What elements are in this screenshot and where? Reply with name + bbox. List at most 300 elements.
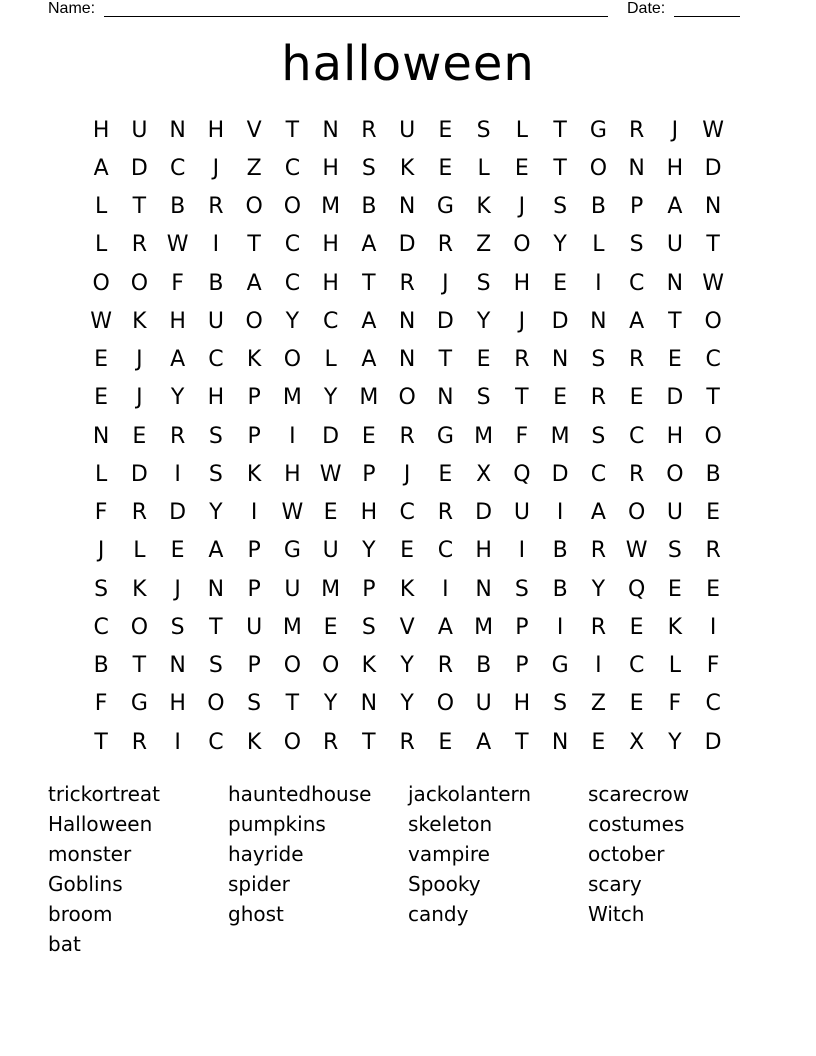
grid-letter[interactable]: B: [552, 576, 568, 602]
grid-letter[interactable]: C: [322, 308, 339, 334]
grid-letter[interactable]: W: [166, 232, 189, 258]
grid-letter[interactable]: W: [625, 538, 648, 564]
grid-letter[interactable]: L: [592, 232, 605, 258]
grid-letter[interactable]: U: [246, 614, 263, 640]
grid-letter[interactable]: E: [476, 347, 491, 373]
grid-letter[interactable]: M: [474, 423, 494, 449]
grid-letter[interactable]: K: [132, 576, 147, 602]
grid-letter[interactable]: N: [704, 194, 722, 220]
grid-letter[interactable]: K: [246, 729, 262, 755]
grid-letter[interactable]: K: [399, 155, 415, 181]
grid-letter[interactable]: C: [590, 461, 607, 487]
grid-letter[interactable]: A: [93, 155, 109, 181]
grid-letter[interactable]: O: [589, 155, 608, 181]
grid-letter[interactable]: T: [362, 270, 376, 296]
grid-letter[interactable]: V: [399, 614, 415, 640]
word-list-item: october: [588, 842, 665, 866]
grid-letter[interactable]: M: [321, 194, 341, 220]
grid-letter[interactable]: S: [361, 614, 376, 640]
grid-letter[interactable]: T: [553, 155, 567, 181]
grid-letter[interactable]: J: [518, 194, 526, 220]
grid-letter[interactable]: I: [709, 614, 717, 640]
grid-letter[interactable]: Y: [400, 653, 414, 679]
grid-letter[interactable]: E: [667, 347, 682, 373]
grid-letter[interactable]: G: [436, 194, 454, 220]
grid-letter[interactable]: R: [628, 117, 645, 143]
grid-letter[interactable]: T: [515, 385, 529, 411]
grid-letter[interactable]: H: [666, 155, 684, 181]
grid-letter[interactable]: D: [398, 232, 416, 258]
grid-letter[interactable]: E: [400, 538, 415, 564]
grid-letter[interactable]: C: [705, 691, 721, 717]
grid-letter[interactable]: B: [552, 538, 568, 564]
grid-letter[interactable]: R: [590, 614, 607, 640]
grid-letter[interactable]: F: [515, 423, 529, 449]
grid-letter[interactable]: C: [208, 729, 224, 755]
grid-letter[interactable]: K: [132, 308, 147, 334]
grid-letter[interactable]: O: [130, 270, 149, 296]
grid-letter[interactable]: C: [628, 423, 645, 449]
grid-letter[interactable]: H: [284, 461, 301, 487]
grid-letter[interactable]: Y: [476, 308, 491, 334]
grid-letter[interactable]: K: [246, 461, 262, 487]
grid-letter[interactable]: R: [628, 347, 645, 373]
grid-letter[interactable]: J: [97, 538, 105, 564]
grid-letter[interactable]: P: [247, 385, 261, 411]
grid-letter[interactable]: Y: [553, 232, 567, 258]
grid-letter[interactable]: T: [706, 385, 720, 411]
grid-letter[interactable]: N: [398, 194, 416, 220]
grid-letter[interactable]: S: [208, 653, 223, 679]
grid-letter[interactable]: E: [629, 614, 644, 640]
grid-letter[interactable]: W: [90, 308, 112, 334]
grid-letter[interactable]: Y: [400, 691, 414, 717]
grid-letter[interactable]: R: [437, 500, 454, 526]
grid-letter[interactable]: E: [591, 729, 606, 755]
grid-letter[interactable]: E: [629, 691, 644, 717]
grid-letter[interactable]: E: [94, 385, 109, 411]
grid-letter[interactable]: R: [361, 117, 377, 143]
grid-letter[interactable]: A: [590, 500, 606, 526]
grid-letter[interactable]: Q: [627, 576, 646, 602]
grid-letter[interactable]: I: [556, 614, 564, 640]
grid-letter[interactable]: S: [476, 385, 491, 411]
grid-letter[interactable]: H: [207, 117, 225, 143]
grid-letter[interactable]: C: [284, 270, 301, 296]
grid-letter[interactable]: G: [436, 423, 454, 449]
grid-letter[interactable]: E: [629, 385, 644, 411]
grid-letter[interactable]: U: [666, 232, 683, 258]
grid-letter[interactable]: F: [171, 270, 184, 296]
grid-letter[interactable]: O: [283, 729, 302, 755]
name-label: Name:: [48, 0, 96, 17]
grid-letter[interactable]: K: [361, 653, 377, 679]
grid-letter[interactable]: E: [667, 576, 682, 602]
grid-letter[interactable]: H: [322, 232, 339, 258]
grid-letter[interactable]: N: [398, 308, 416, 334]
grid-letter[interactable]: R: [590, 538, 607, 564]
grid-letter[interactable]: U: [475, 691, 492, 717]
grid-letter[interactable]: Z: [476, 232, 492, 258]
grid-letter[interactable]: A: [208, 538, 224, 564]
grid-letter[interactable]: E: [553, 385, 568, 411]
grid-letter[interactable]: H: [322, 155, 339, 181]
grid-letter[interactable]: J: [518, 308, 526, 334]
grid-letter[interactable]: E: [438, 117, 453, 143]
grid-letter[interactable]: O: [283, 347, 302, 373]
grid-letter[interactable]: G: [551, 653, 569, 679]
grid-letter[interactable]: O: [666, 461, 684, 487]
grid-letter[interactable]: D: [704, 729, 722, 755]
grid-letter[interactable]: A: [361, 232, 377, 258]
grid-letter[interactable]: D: [436, 308, 454, 334]
grid-letter[interactable]: E: [514, 155, 529, 181]
grid-letter[interactable]: V: [246, 117, 262, 143]
grid-letter[interactable]: T: [132, 194, 147, 220]
grid-letter[interactable]: N: [169, 117, 186, 143]
grid-letter[interactable]: R: [131, 232, 148, 258]
grid-letter[interactable]: C: [628, 270, 645, 296]
grid-letter[interactable]: E: [553, 270, 568, 296]
grid-letter[interactable]: E: [438, 461, 453, 487]
grid-letter[interactable]: U: [131, 117, 148, 143]
grid-letter[interactable]: L: [668, 653, 681, 679]
grid-letter[interactable]: B: [590, 194, 606, 220]
grid-letter[interactable]: I: [174, 729, 181, 755]
grid-letter[interactable]: E: [132, 423, 147, 449]
grid-letter[interactable]: E: [323, 614, 338, 640]
grid-letter[interactable]: Q: [513, 461, 531, 487]
grid-letter[interactable]: T: [362, 729, 376, 755]
grid-letter[interactable]: K: [246, 347, 262, 373]
grid-letter[interactable]: P: [247, 576, 261, 602]
grid-letter[interactable]: P: [247, 653, 261, 679]
grid-letter[interactable]: W: [319, 461, 342, 487]
grid-letter[interactable]: M: [474, 614, 494, 640]
grid-letter[interactable]: F: [94, 691, 108, 717]
grid-letter[interactable]: H: [92, 117, 110, 143]
grid-letter[interactable]: J: [136, 347, 143, 373]
grid-letter[interactable]: N: [322, 117, 339, 143]
grid-letter[interactable]: P: [515, 614, 529, 640]
grid-letter[interactable]: H: [513, 270, 531, 296]
grid-letter[interactable]: O: [436, 691, 455, 717]
grid-letter[interactable]: O: [704, 423, 722, 449]
grid-letter[interactable]: H: [169, 691, 186, 717]
grid-letter[interactable]: E: [438, 155, 453, 181]
grid-letter[interactable]: S: [247, 691, 262, 717]
grid-letter[interactable]: S: [553, 194, 568, 220]
grid-letter[interactable]: U: [666, 500, 683, 526]
grid-letter[interactable]: J: [174, 576, 181, 602]
grid-letter[interactable]: M: [359, 385, 379, 411]
grid-letter[interactable]: E: [706, 500, 721, 526]
grid-letter[interactable]: N: [628, 155, 645, 181]
grid-letter[interactable]: A: [246, 270, 262, 296]
grid-letter[interactable]: K: [476, 194, 491, 220]
grid-letter[interactable]: Y: [323, 691, 338, 717]
grid-letter[interactable]: O: [245, 308, 263, 334]
grid-letter[interactable]: C: [93, 614, 109, 640]
grid-letter[interactable]: W: [702, 270, 724, 296]
grid-letter[interactable]: D: [551, 308, 569, 334]
grid-letter[interactable]: R: [399, 729, 415, 755]
date-blank-line[interactable]: [674, 16, 740, 17]
grid-letter[interactable]: P: [629, 194, 644, 220]
grid-letter[interactable]: F: [706, 653, 720, 679]
grid-letter[interactable]: T: [668, 308, 682, 334]
grid-letter[interactable]: H: [207, 385, 225, 411]
grid-letter[interactable]: H: [666, 423, 684, 449]
grid-letter[interactable]: N: [398, 347, 416, 373]
grid-letter[interactable]: S: [170, 614, 185, 640]
grid-letter[interactable]: T: [706, 232, 720, 258]
grid-letter[interactable]: O: [92, 270, 110, 296]
grid-letter[interactable]: C: [399, 500, 415, 526]
grid-letter[interactable]: D: [551, 461, 569, 487]
grid-letter[interactable]: Y: [591, 576, 606, 602]
grid-letter[interactable]: J: [212, 155, 220, 181]
grid-letter[interactable]: R: [437, 232, 454, 258]
grid-letter[interactable]: C: [169, 155, 186, 181]
grid-letter[interactable]: N: [437, 385, 454, 411]
grid-letter[interactable]: O: [398, 385, 416, 411]
grid-letter[interactable]: T: [209, 614, 223, 640]
grid-letter[interactable]: B: [705, 461, 721, 487]
grid-letter[interactable]: C: [284, 232, 301, 258]
name-blank-line[interactable]: [104, 16, 608, 17]
grid-letter[interactable]: T: [285, 117, 300, 143]
grid-letter[interactable]: K: [399, 576, 415, 602]
grid-letter[interactable]: S: [208, 423, 223, 449]
grid-letter[interactable]: G: [283, 538, 301, 564]
grid-letter[interactable]: A: [361, 308, 377, 334]
grid-letter[interactable]: R: [514, 347, 530, 373]
grid-letter[interactable]: C: [628, 653, 645, 679]
grid-letter[interactable]: R: [322, 729, 339, 755]
grid-letter[interactable]: T: [553, 117, 567, 143]
grid-letter[interactable]: O: [283, 653, 302, 679]
grid-letter[interactable]: E: [94, 347, 109, 373]
grid-letter[interactable]: L: [324, 347, 337, 373]
grid-letter[interactable]: H: [169, 308, 186, 334]
grid-letter[interactable]: O: [704, 308, 722, 334]
grid-letter[interactable]: R: [399, 423, 415, 449]
grid-letter[interactable]: K: [667, 614, 683, 640]
grid-letter[interactable]: S: [629, 232, 644, 258]
grid-letter[interactable]: M: [550, 423, 570, 449]
grid-letter[interactable]: J: [671, 117, 679, 143]
grid-letter[interactable]: I: [556, 500, 564, 526]
word-list-item: hayride: [228, 842, 304, 866]
grid-letter[interactable]: J: [403, 461, 411, 487]
grid-letter[interactable]: D: [322, 423, 340, 449]
grid-letter[interactable]: P: [362, 576, 376, 602]
grid-letter[interactable]: M: [321, 576, 341, 602]
grid-letter[interactable]: R: [131, 500, 148, 526]
grid-letter[interactable]: U: [207, 308, 224, 334]
grid-letter[interactable]: S: [361, 155, 376, 181]
grid-letter[interactable]: R: [208, 194, 224, 220]
grid-letter[interactable]: D: [169, 500, 187, 526]
grid-letter[interactable]: Z: [590, 691, 606, 717]
grid-letter[interactable]: R: [131, 729, 148, 755]
grid-letter[interactable]: J: [136, 385, 143, 411]
grid-letter[interactable]: O: [513, 232, 531, 258]
grid-letter[interactable]: W: [702, 117, 724, 143]
grid-letter[interactable]: U: [284, 576, 301, 602]
grid-letter[interactable]: N: [169, 653, 186, 679]
grid-letter[interactable]: B: [208, 270, 224, 296]
grid-letter[interactable]: P: [247, 423, 261, 449]
grid-letter[interactable]: I: [212, 232, 220, 258]
grid-letter[interactable]: J: [442, 270, 449, 296]
grid-letter[interactable]: T: [94, 729, 108, 755]
grid-letter[interactable]: I: [595, 270, 602, 296]
grid-letter[interactable]: L: [477, 155, 490, 181]
grid-letter[interactable]: T: [438, 347, 453, 373]
grid-letter[interactable]: P: [362, 461, 376, 487]
grid-letter[interactable]: S: [553, 691, 568, 717]
grid-letter[interactable]: U: [322, 538, 339, 564]
grid-letter[interactable]: A: [361, 347, 377, 373]
grid-letter[interactable]: R: [399, 270, 415, 296]
grid-letter[interactable]: N: [92, 423, 110, 449]
grid-letter[interactable]: N: [551, 347, 569, 373]
grid-letter[interactable]: T: [285, 691, 300, 717]
grid-letter[interactable]: X: [629, 729, 645, 755]
grid-letter[interactable]: L: [94, 461, 108, 487]
grid-letter[interactable]: A: [437, 614, 453, 640]
grid-letter[interactable]: Y: [323, 385, 338, 411]
grid-letter[interactable]: A: [667, 194, 683, 220]
grid-letter[interactable]: R: [628, 461, 645, 487]
grid-letter[interactable]: L: [133, 538, 146, 564]
grid-letter[interactable]: L: [94, 194, 108, 220]
grid-letter[interactable]: O: [130, 614, 149, 640]
grid-letter[interactable]: L: [515, 117, 528, 143]
grid-letter[interactable]: A: [629, 308, 645, 334]
grid-letter[interactable]: R: [437, 653, 454, 679]
grid-letter[interactable]: L: [94, 232, 108, 258]
grid-letter[interactable]: H: [475, 538, 492, 564]
grid-letter[interactable]: I: [595, 653, 602, 679]
grid-letter[interactable]: S: [208, 461, 223, 487]
grid-letter[interactable]: S: [476, 117, 491, 143]
grid-letter[interactable]: E: [170, 538, 185, 564]
grid-letter[interactable]: O: [207, 691, 225, 717]
grid-letter[interactable]: M: [282, 385, 302, 411]
grid-letter[interactable]: O: [245, 194, 263, 220]
grid-letter[interactable]: E: [361, 423, 376, 449]
grid-letter[interactable]: Y: [668, 729, 682, 755]
word-list-item: pumpkins: [228, 812, 326, 836]
grid-letter[interactable]: B: [170, 194, 186, 220]
grid-letter[interactable]: Y: [209, 500, 223, 526]
grid-letter[interactable]: N: [475, 576, 492, 602]
grid-letter[interactable]: F: [94, 500, 108, 526]
grid-letter[interactable]: D: [130, 155, 148, 181]
grid-letter[interactable]: P: [247, 538, 261, 564]
grid-letter[interactable]: R: [705, 538, 721, 564]
grid-letter[interactable]: S: [667, 538, 682, 564]
grid-letter[interactable]: X: [476, 461, 492, 487]
grid-letter[interactable]: G: [130, 691, 148, 717]
grid-letter[interactable]: F: [668, 691, 682, 717]
grid-letter[interactable]: I: [289, 423, 296, 449]
grid-letter[interactable]: I: [442, 576, 449, 602]
grid-letter[interactable]: P: [515, 653, 529, 679]
grid-letter[interactable]: D: [666, 385, 684, 411]
grid-letter[interactable]: S: [476, 270, 491, 296]
grid-letter[interactable]: E: [438, 729, 453, 755]
word-list-item: jackolantern: [408, 782, 532, 806]
grid-letter[interactable]: I: [518, 538, 526, 564]
grid-letter[interactable]: N: [551, 729, 569, 755]
grid-letter[interactable]: N: [590, 308, 607, 334]
grid-letter[interactable]: Y: [170, 385, 185, 411]
grid-letter[interactable]: R: [590, 385, 607, 411]
grid-letter[interactable]: T: [132, 653, 147, 679]
grid-letter[interactable]: W: [281, 500, 304, 526]
grid-letter[interactable]: N: [360, 691, 378, 717]
grid-letter[interactable]: D: [475, 500, 493, 526]
grid-letter[interactable]: E: [323, 500, 338, 526]
grid-letter[interactable]: C: [208, 347, 224, 373]
grid-letter[interactable]: G: [589, 117, 607, 143]
grid-letter[interactable]: O: [627, 500, 646, 526]
grid-letter[interactable]: A: [170, 347, 186, 373]
grid-letter[interactable]: O: [283, 194, 302, 220]
grid-letter[interactable]: A: [476, 729, 492, 755]
grid-letter[interactable]: S: [591, 347, 606, 373]
word-list-item: hauntedhouse: [228, 782, 372, 806]
grid-letter[interactable]: D: [130, 461, 148, 487]
grid-letter[interactable]: T: [247, 232, 261, 258]
grid-letter[interactable]: H: [322, 270, 339, 296]
word-list-item: scarecrow: [588, 782, 690, 806]
grid-letter[interactable]: B: [361, 194, 377, 220]
word-list-item: monster: [48, 842, 132, 866]
grid-letter[interactable]: B: [476, 653, 492, 679]
grid-letter[interactable]: E: [706, 576, 721, 602]
grid-letter[interactable]: N: [207, 576, 225, 602]
grid-letter[interactable]: I: [174, 461, 181, 487]
grid-letter[interactable]: B: [93, 653, 109, 679]
grid-letter[interactable]: D: [704, 155, 722, 181]
grid-letter[interactable]: T: [515, 729, 529, 755]
grid-letter[interactable]: M: [282, 614, 302, 640]
grid-letter[interactable]: H: [360, 500, 378, 526]
grid-letter[interactable]: O: [321, 653, 340, 679]
grid-letter[interactable]: C: [284, 155, 301, 181]
grid-letter[interactable]: S: [591, 423, 606, 449]
grid-letter[interactable]: S: [94, 576, 109, 602]
grid-letter[interactable]: C: [705, 347, 721, 373]
grid-letter[interactable]: U: [513, 500, 530, 526]
worksheet-header: [48, 0, 748, 20]
grid-letter[interactable]: R: [169, 423, 186, 449]
grid-letter[interactable]: Z: [246, 155, 262, 181]
grid-letter[interactable]: Y: [285, 308, 300, 334]
grid-letter[interactable]: Y: [362, 538, 376, 564]
grid-letter[interactable]: H: [513, 691, 531, 717]
grid-letter[interactable]: U: [399, 117, 416, 143]
grid-letter[interactable]: S: [514, 576, 529, 602]
grid-letter[interactable]: C: [437, 538, 454, 564]
grid-letter[interactable]: N: [666, 270, 684, 296]
grid-letter[interactable]: I: [250, 500, 258, 526]
